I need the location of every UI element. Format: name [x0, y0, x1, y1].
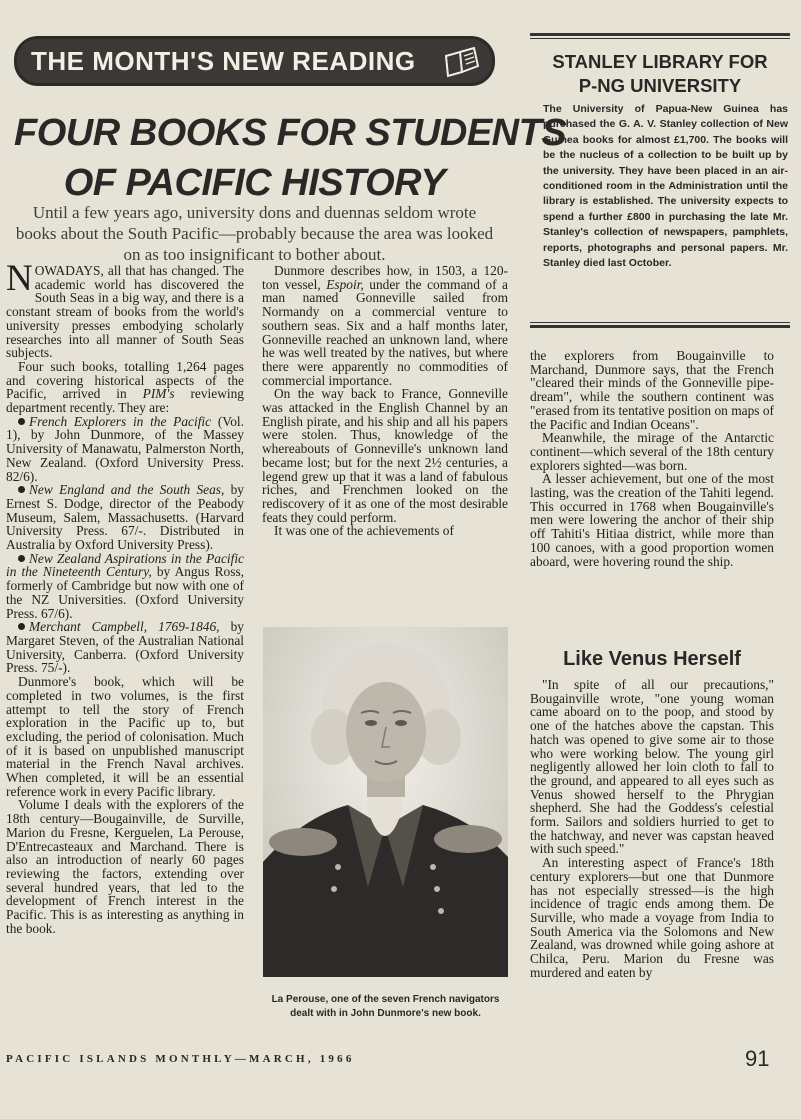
paragraph-text: under the command of a man named Gonneville sailed from Normandy on a commercial venture to southern seas. Six and a half months later, Gonneville reached an unknown land, where he was well treated by the natives, but where there were apparently no commodities of commercial importance.: [262, 276, 508, 388]
book-details: (Vol. 1), by John Dunmore, of the Massey University of Manawatu, Palmerston North, New Zealand. (Oxford University Press. 82/6).: [6, 413, 245, 484]
banner-label: THE MONTH'S NEW READING: [31, 45, 416, 76]
book-details: by Ernest S. Dodge, director of the Peabody Museum, Salem, Massachusetts. (Harvard University Press. 67/-. Distributed in Australia by Oxford University Press).: [6, 482, 244, 553]
bullet-icon: [18, 623, 25, 630]
book-entry: [6, 415, 244, 484]
magazine-name: PIM's: [142, 386, 175, 402]
bullet-icon: [18, 486, 25, 493]
paragraph: It was one of the achievements of: [274, 523, 454, 539]
sidebar-title-line-1: STANLEY LIBRARY FOR: [552, 51, 768, 72]
section-banner: [14, 36, 495, 86]
book-entry: [6, 483, 244, 552]
book-title: Merchant Campbell, 1769-1846,: [29, 619, 220, 635]
bullet-icon: [18, 555, 25, 562]
sidebar-body: The University of Papua-New Guinea has purchased the G. A. V. Stanley collection of New Guinea books for almost £1,700. The books will be the nucleus of a collection to be built up by the university. They have been placed in an air-conditioned room in the Administration until the library is established. The university expects to spend a further £800 in purchasing the late Mr. Stanley's collection of newspapers, pamphlets, reports, photographs and personal papers. Mr. Stanley died last October.: [543, 103, 788, 270]
headline-line-1: FOUR BOOKS FOR STUDENTS: [14, 112, 567, 154]
ship-name: Espoir,: [326, 276, 364, 292]
article-standfirst: Until a few years ago, university dons and duennas seldom wrote books about the South Pacific—probably because the area was looked on as too insignificant to bother about.: [15, 203, 494, 264]
sidebar-bottom-rule-thin: [530, 322, 790, 323]
subheading: Like Venus Herself: [563, 648, 741, 670]
sidebar-top-rule: [530, 33, 790, 36]
paragraph: Meanwhile, the mirage of the Antarctic continent—which several of the 18th century explorers sighted—was born.: [530, 430, 774, 473]
la-perouse-portrait: [263, 627, 508, 977]
headline-line-2: OF PACIFIC HISTORY: [63, 162, 446, 204]
portrait-caption: La Perouse, one of the seven French navigators dealt with in John Dunmore's new book.: [271, 994, 500, 1019]
drop-cap: N: [6, 258, 33, 299]
paragraph: Volume I deals with the explorers of the 18th century—Bougainville, de Surville, Marion du Fresne, Kerguelen, La Perouse, D'Entrecasteaux and Marchand. There is also an introduction of nearly 60 pages reviewing the factors, extending over several hundred years, that led to the development of French interest in the Pacific. This is as interesting as anything in the book.: [6, 797, 244, 936]
article-headline: [14, 108, 567, 208]
sidebar-bottom-rule: [530, 325, 790, 328]
book-details: by Margaret Steven, of the Australian National University, Canberra. (Oxford University Press. 75/-).: [6, 619, 244, 676]
book-title: New England and the South Seas,: [29, 482, 225, 498]
sidebar-title-line-2: P-NG UNIVERSITY: [578, 75, 742, 96]
page-number: 91: [745, 1046, 770, 1071]
paragraph: An interesting aspect of France's 18th century explorers—but one that Dunmore has not especially stressed—is the high incidence of tragic ends among them. De Surville, who made a voyage from India to South America via the Solomons and New Zealand, was drowned while going ashore at Chilca, Peru. Marion du Fresne was murdered and eaten by: [530, 855, 774, 980]
article-column-3-continued: [530, 678, 774, 979]
bullet-icon: [18, 418, 25, 425]
article-column-3: [530, 349, 774, 568]
paragraph: "In spite of all our precautions," Bougainville wrote, "one young woman came aboard on to the poop, and stood by one of the hatches above the capstan. This hatch was opened to give some air to those who were working below. The young girl negligently allowed her loin cloth to fall to the ground, and appeared to all eyes such as Venus showed herself to the Phrygian shepherd. She had the Goddess's celestial form. Sailors and soldiers hurried to get to the hatchway, and never was capstan heaved with such speed.": [530, 677, 774, 857]
sidebar-top-rule-thin: [530, 38, 790, 39]
paragraph: [6, 258, 244, 361]
paragraph-text: Dunmore describes how, in 1503, a 120-ton vessel,: [262, 263, 508, 292]
paragraph: A lesser achievement, but one of the most lasting, was the creation of the Tahiti legend. This occurred in 1768 when Bougainville's men were lowering the anchor of their ship off Tahiti's Hitiaa district, while more than 100 canoes, with a good proportion women aboard, were hovering round the ship.: [530, 471, 774, 569]
page-footer: PACIFIC ISLANDS MONTHLY—MARCH, 1966: [6, 1053, 355, 1065]
article-column-2: [262, 264, 508, 538]
book-title: French Explorers in the Pacific: [29, 413, 212, 429]
book-details: by Angus Ross, formerly of Cambridge but now with one of the NZ Universities. (Oxford University Press. 67/6).: [6, 564, 245, 621]
paragraph-text: reviewing department recently. They are:: [6, 386, 245, 416]
paragraph-text: OWADAYS, all that has changed. The academic world has discovered the South Seas in a big way, and there is a constant stream of books from the world's university presses embodying scholarly researches into all manner of South Seas subjects.: [6, 263, 244, 361]
article-column-1: [6, 258, 245, 936]
paragraph: the explorers from Bougainville to Marchand, Dunmore says, that the French "cleared their minds of the Gonneville pipe-dream", while the southern continent was "erased from its tentative position on maps of the Pacific and Indian Oceans".: [530, 348, 774, 432]
book-title: New Zealand Aspirations in the Pacific in the Nineteenth Century,: [6, 550, 244, 580]
book-entry: [6, 552, 244, 621]
paragraph: On the way back to France, Gonneville was attacked in the English Channel by an English pirate, and his ship and all his papers were stolen. Thus, knowledge of the whereabouts of Gonneville's unknown land became lost; but for the next 2½ centuries, a legend grew up that it was a land of fabulous riches, and Frenchmen looked on the rediscovery of it as one of the most desirable feats they could perform.: [262, 386, 508, 525]
sidebar-title: [530, 50, 790, 98]
book-entry: [6, 620, 244, 675]
book-icon: [442, 46, 482, 78]
paragraph-text: Four such books, totalling 1,264 pages and covering historical aspects of the Pacific, arrived in: [6, 358, 244, 402]
paragraph: [6, 360, 244, 415]
paragraph: Dunmore's book, which will be completed in two volumes, is the first attempt to tell the story of French exploration in the Pacific up to, but excluding, the period of colonisation. Much of it is based on unpublished manuscript material in the French Naval archives. When completed, it will be an essential reference work in every Pacific library.: [6, 674, 244, 799]
paragraph: [262, 264, 508, 387]
